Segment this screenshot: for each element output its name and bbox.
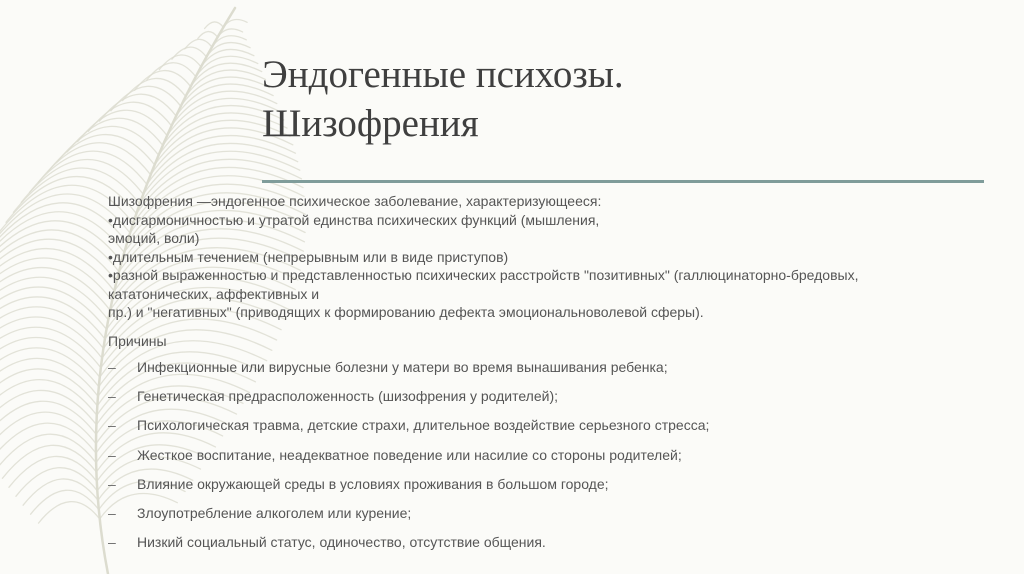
dash-bullet: –	[108, 359, 116, 375]
dash-bullet: –	[108, 475, 116, 492]
cause-text: Инфекционные или вирусные болезни у матери во время вынашивания ребенка;	[137, 359, 668, 375]
title-line-1: Эндогенные психозы.	[262, 53, 624, 96]
cause-text: Злоупотребление алкоголем или курение;	[137, 504, 412, 521]
list-item	[108, 388, 709, 417]
cause-text: Влияние окружающей среды в условиях проживания в большом городе;	[137, 475, 609, 492]
causes-list	[108, 359, 709, 563]
dash-bullet: –	[108, 446, 116, 463]
intro-line: пр.) и "негативных" (приводящих к формированию дефекта эмоциональноволевой сферы).	[108, 304, 704, 320]
cause-text: Низкий социальный статус, одиночество, отсутствие общения.	[137, 534, 546, 551]
cause-text: Жесткое воспитание, неадекватное поведение или насилие со стороны родителей;	[137, 446, 682, 463]
intro-paragraph	[108, 192, 988, 322]
title-line-2: Шизофрения	[262, 102, 479, 145]
dash-bullet: –	[108, 417, 116, 434]
slide-title	[262, 50, 962, 148]
cause-text: Психологическая травма, детские страхи, длительное воздействие серьезного стресса;	[137, 417, 710, 434]
title-divider	[262, 180, 984, 183]
intro-line: эмоций, воли)	[108, 230, 200, 246]
cause-text: Генетическая предрасположенность (шизофрения у родителей);	[137, 388, 559, 405]
intro-line: кататонических, аффективных и	[108, 285, 320, 302]
causes-heading: Причины	[108, 333, 167, 349]
intro-line: •дисгармоничностью и утратой единства психических функций (мышления,	[108, 211, 600, 228]
intro-line: •длительным течением (непрерывным или в виде приступов)	[108, 248, 509, 265]
intro-line: Шизофрения —эндогенное психическое заболевание, характеризующееся:	[108, 193, 602, 209]
dash-bullet: –	[108, 504, 116, 521]
list-item	[108, 417, 709, 446]
dash-bullet: –	[108, 388, 116, 405]
list-item	[108, 476, 709, 505]
list-item	[108, 359, 709, 388]
list-item	[108, 447, 709, 476]
list-item	[108, 505, 709, 534]
list-item	[108, 534, 709, 563]
intro-line: •разной выраженностью и представленностью психических расстройств "позитивных" (галлюцинаторно-бредовых,	[108, 267, 859, 283]
dash-bullet: –	[108, 534, 116, 551]
